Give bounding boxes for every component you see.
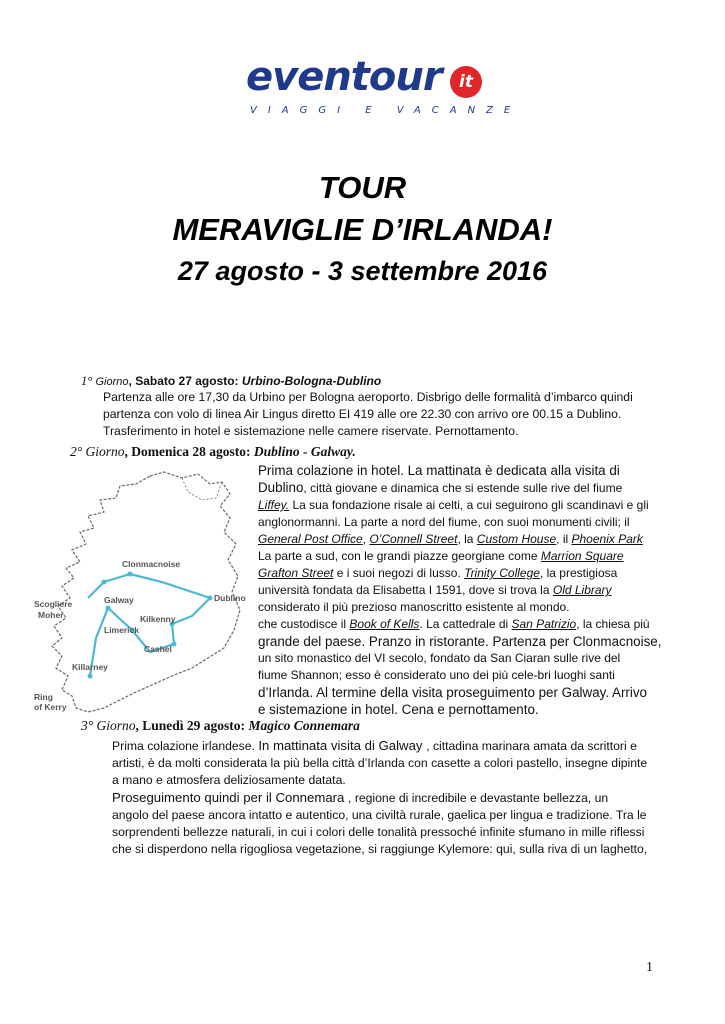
map-label-scogliere: Scogliere [34,599,73,609]
map-label-killarney: Killarney [72,662,108,672]
logo-wordmark: eventour [246,54,442,100]
day2-heading: 2° Giorno, Domenica 28 agosto: Dublino - Galway. [70,444,356,459]
map-label-limerick: Limerick [104,625,139,635]
ireland-route-map [32,470,252,720]
logo-tagline: VIAGGI E VACANZE [250,105,522,116]
day3-description: Prima colazione irlandese. In mattinata visita di Galway , cittadina marinara amata da scrittori e artisti, è da molti considerata la più bella città d’Irlanda con casette a colori pastello, insegne dipinte a mano e atmosfera deliziosamente datata. Proseguimento quindi per il Connemara , regione di incredibile e devastante bellezza, un angolo del paese ancora intatto e autentico, una civiltà rurale, gaelica per lingua e tradizione. Tra le sorprendenti bellezze naturali, in cui i colori delle tonalità pressoché infinite sfumano in mille riflessi che si disperdono nella rigogliosa vegetazione, si raggiunge Kylemore: qui, sulla riva di un laghetto, [112,738,648,856]
map-label-kilkenny: Kilkenny [140,614,176,624]
day2-description: Prima colazione in hotel. La mattinata è dedicata alla visita di Dublino, città giovane e dinamica che si estende sulle rive del fiume Liffey. La sua fondazione risale ai celti, a cui seguirono gli scandinavi e gli anglonormanni. La parte a nord del fiume, con suoi monumenti civili; il General Post Office, O’Connell Street, la Custom House, il Phoenix Park La parte a sud, con le grandi piazze georgiane come Marrion Square Grafton Street e i suoi negozi di lusso. Trinity College, la prestigiosa università fondata da Elisabetta I 1591, dove si trova la Old Library considerato il più prezioso manoscritto esistente al mondo. che custodisce il Book of Kells. La cattedrale di San Patrizio, la chiesa più grande del paese. Pranzo in ristorante. Partenza per Clonmacnoise, un sito monastico del VI secolo, fondato da San Ciaran sulle rive del fiume Shannon; esso è considerato uno dei più cele-bri luoghi santi d’Irlanda. Al termine della visita proseguimento per Galway. Arrivo e sistemazione in hotel. Cena e pernottamento. [258,463,662,717]
logo-badge: it [450,66,482,98]
map-label-of-kerry: of Kerry [34,702,67,712]
map-label-galway: Galway [104,595,134,605]
map-label-clonmacnoise: Clonmacnoise [122,559,181,569]
map-label-dublino: Dublino [214,593,246,603]
map-label-cashel: Cashel [144,644,172,654]
map-label-moher: Moher [38,610,64,620]
day1-description: Partenza alle ore 17,30 da Urbino per Bologna aeroporto. Disbrigo delle formalità d’imbarco quindi partenza con volo di linea Air Lingus diretto EI 419 alle ore 22.30 con arrivo ore 00.15 a Dublino. Trasferimento in hotel e sistemazione nelle camere riservate. Pernottamento. [103,390,633,438]
day3-heading: 3° Giorno, Lunedì 29 agosto: Magico Connemara [81,718,360,733]
eventour-logo [238,52,522,127]
tour-dates: 27 agosto - 3 settembre 2016 [177,256,548,286]
day1-heading: 1° Giorno, Sabato 27 agosto: Urbino-Bologna-Dublino [81,374,382,388]
page-subtitle: MERAVIGLIE D’IRLANDA! [172,212,553,247]
page-number: 1 [646,960,653,975]
page-title: TOUR [318,170,407,205]
map-label-ring: Ring [34,692,53,702]
